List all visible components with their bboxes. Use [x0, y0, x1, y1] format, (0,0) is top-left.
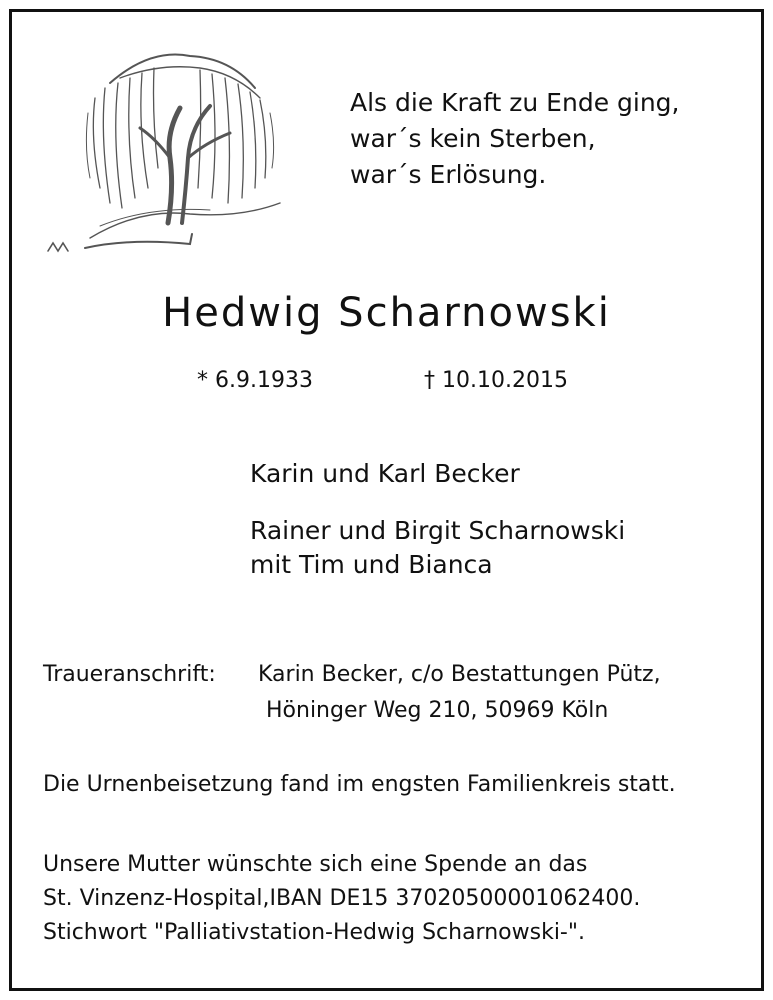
donation-line: Stichwort "Palliativstation-Hedwig Scharnowski-".: [43, 920, 585, 945]
verse-line: war´s kein Sterben,: [350, 124, 596, 153]
deceased-name: Hedwig Scharnowski: [162, 290, 611, 336]
address-line: Karin Becker, c/o Bestattungen Pütz,: [258, 662, 661, 687]
family-line: Karin und Karl Becker: [250, 459, 520, 488]
donation-line: Unsere Mutter wünschte sich eine Spende an das: [43, 852, 588, 877]
verse: [350, 85, 680, 193]
verse-line: war´s Erlösung.: [350, 160, 547, 189]
death-date: [424, 368, 568, 393]
weeping-willow-icon: [40, 38, 288, 266]
death-date-value: 10.10.2015: [442, 368, 568, 393]
family-line: mit Tim und Bianca: [250, 550, 493, 579]
verse-line: Als die Kraft zu Ende ging,: [350, 88, 680, 117]
address-label: Traueranschrift:: [43, 662, 216, 687]
family-line: Rainer und Birgit Scharnowski: [250, 516, 626, 545]
donation-note: [43, 848, 743, 950]
address-line: Höninger Weg 210, 50969 Köln: [266, 698, 609, 723]
birth-date: * 6.9.1933: [197, 368, 313, 393]
burial-note: Die Urnenbeisetzung fand im engsten Familienkreis statt.: [43, 772, 676, 797]
donation-line: St. Vinzenz-Hospital,IBAN DE15 37020500001062400.: [43, 886, 641, 911]
family-group: [250, 514, 625, 582]
cross-icon: †: [424, 368, 435, 393]
